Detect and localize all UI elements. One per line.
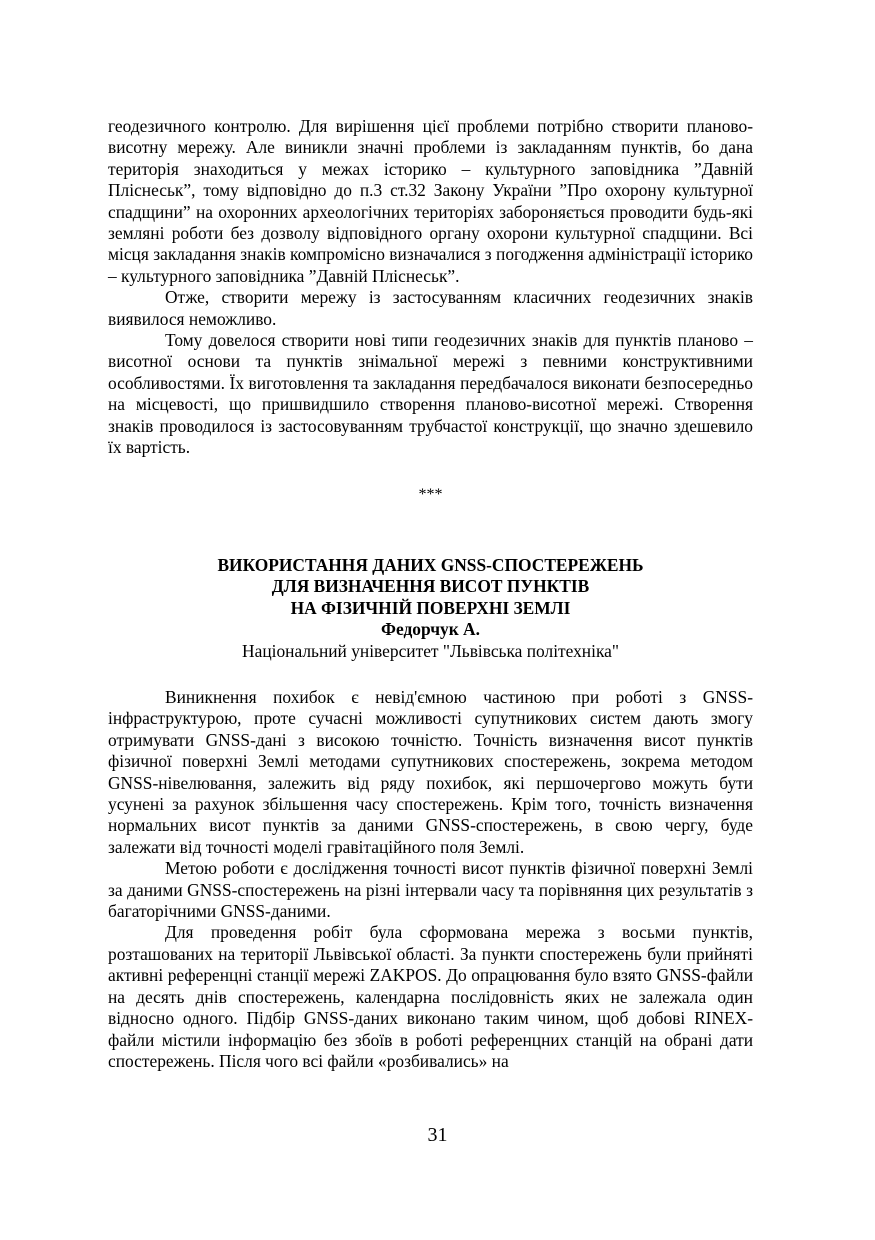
body-paragraph: Виникнення похибок є невід'ємною частиною при роботі з GNSS-інфраструктурою, проте сучасні можливості супутникових систем дають змогу отримувати GNSS-дані з високою точністю. Точність визначення висот пунктів фізичної поверхні Землі методами супутникових спостережень, зокрема методом GNSS-нівелювання, залежить від ряду похибок, які першочергово можуть бути усунені за рахунок збільшення часу спостережень. Крім того, точність визначення нормальних висот пунктів за даними GNSS-спостережень, в свою чергу, буде залежати від точності моделі гравітаційного поля Землі. <box>108 687 753 857</box>
body-paragraph: геодезичного контролю. Для вирішення цієї проблеми потрібно створити планово- висотну мережу. Але виникли значні проблеми із закладанням пунктів, бо дана територія знаходиться у межах історико – культурного заповідника ”Давній Пліснеськ”, тому відповідно до п.3 ст.32 Закону України ”Про охорону культурної спадщини” на охоронних археологічних територіях забороняється проводити будь-які земляні роботи без дозволу відповідного органу охорони культурної спадщини. Всі місця закладання знаків компромісно визначалися з погодження адміністрації історико – культурного заповідника ”Давній Пліснеськ”. <box>108 116 753 286</box>
body-paragraph: Для проведення робіт була сформована мережа з восьми пунктів, розташованих на території Львівської області. За пункти спостережень були прийняті активні референцні станції мережі ZAKPOS. До опрацювання було взято GNSS-файли на десять днів спостережень, календарна послідовність яких не залежала один відносно одного. Підбір GNSS-даних виконано таким чином, щоб добові RINEX-файли містили інформацію без збоїв в роботі референцних станцій на обрані дати спостережень. Після чого всі файли «розбивались» на <box>108 922 753 1071</box>
section-separator: *** <box>418 485 443 503</box>
article-author: Федорчук А. <box>381 619 480 639</box>
article-header <box>108 555 753 663</box>
article-title-line: ДЛЯ ВИЗНАЧЕННЯ ВИСОТ ПУНКТІВ <box>271 576 590 596</box>
previous-article-continuation <box>108 116 753 459</box>
body-paragraph: Метою роботи є дослідження точності висот пунктів фізичної поверхні Землі за даними GNSS-спостережень на різні інтервали часу та порівняння цих результатів з багаторічними GNSS-даними. <box>108 858 753 922</box>
page-body <box>108 116 753 1072</box>
article-title-line: ВИКОРИСТАННЯ ДАНИХ GNSS-СПОСТЕРЕЖЕНЬ <box>217 554 644 575</box>
page-number: 31 <box>427 1124 448 1146</box>
article-affiliation: Національний університет "Львівська політехніка" <box>242 640 619 661</box>
article-body <box>108 687 753 1072</box>
body-paragraph: Отже, створити мережу із застосуванням класичних геодезичних знаків виявилося неможливо. <box>108 287 753 329</box>
body-paragraph: Тому довелося створити нові типи геодезичних знаків для пунктів планово – висотної основи та пунктів знімальної мережі з певними конструктивними особливостями. Їх виготовлення та закладання передбачалося виконати безпосередньо на місцевості, що пришвидшило створення планово-висотної мережі. Створення знаків проводилося із застосовуванням трубчастої конструкції, що значно здешевило їх вартість. <box>108 330 753 458</box>
article-title-line: НА ФІЗИЧНІЙ ПОВЕРХНІ ЗЕМЛІ <box>290 597 571 618</box>
